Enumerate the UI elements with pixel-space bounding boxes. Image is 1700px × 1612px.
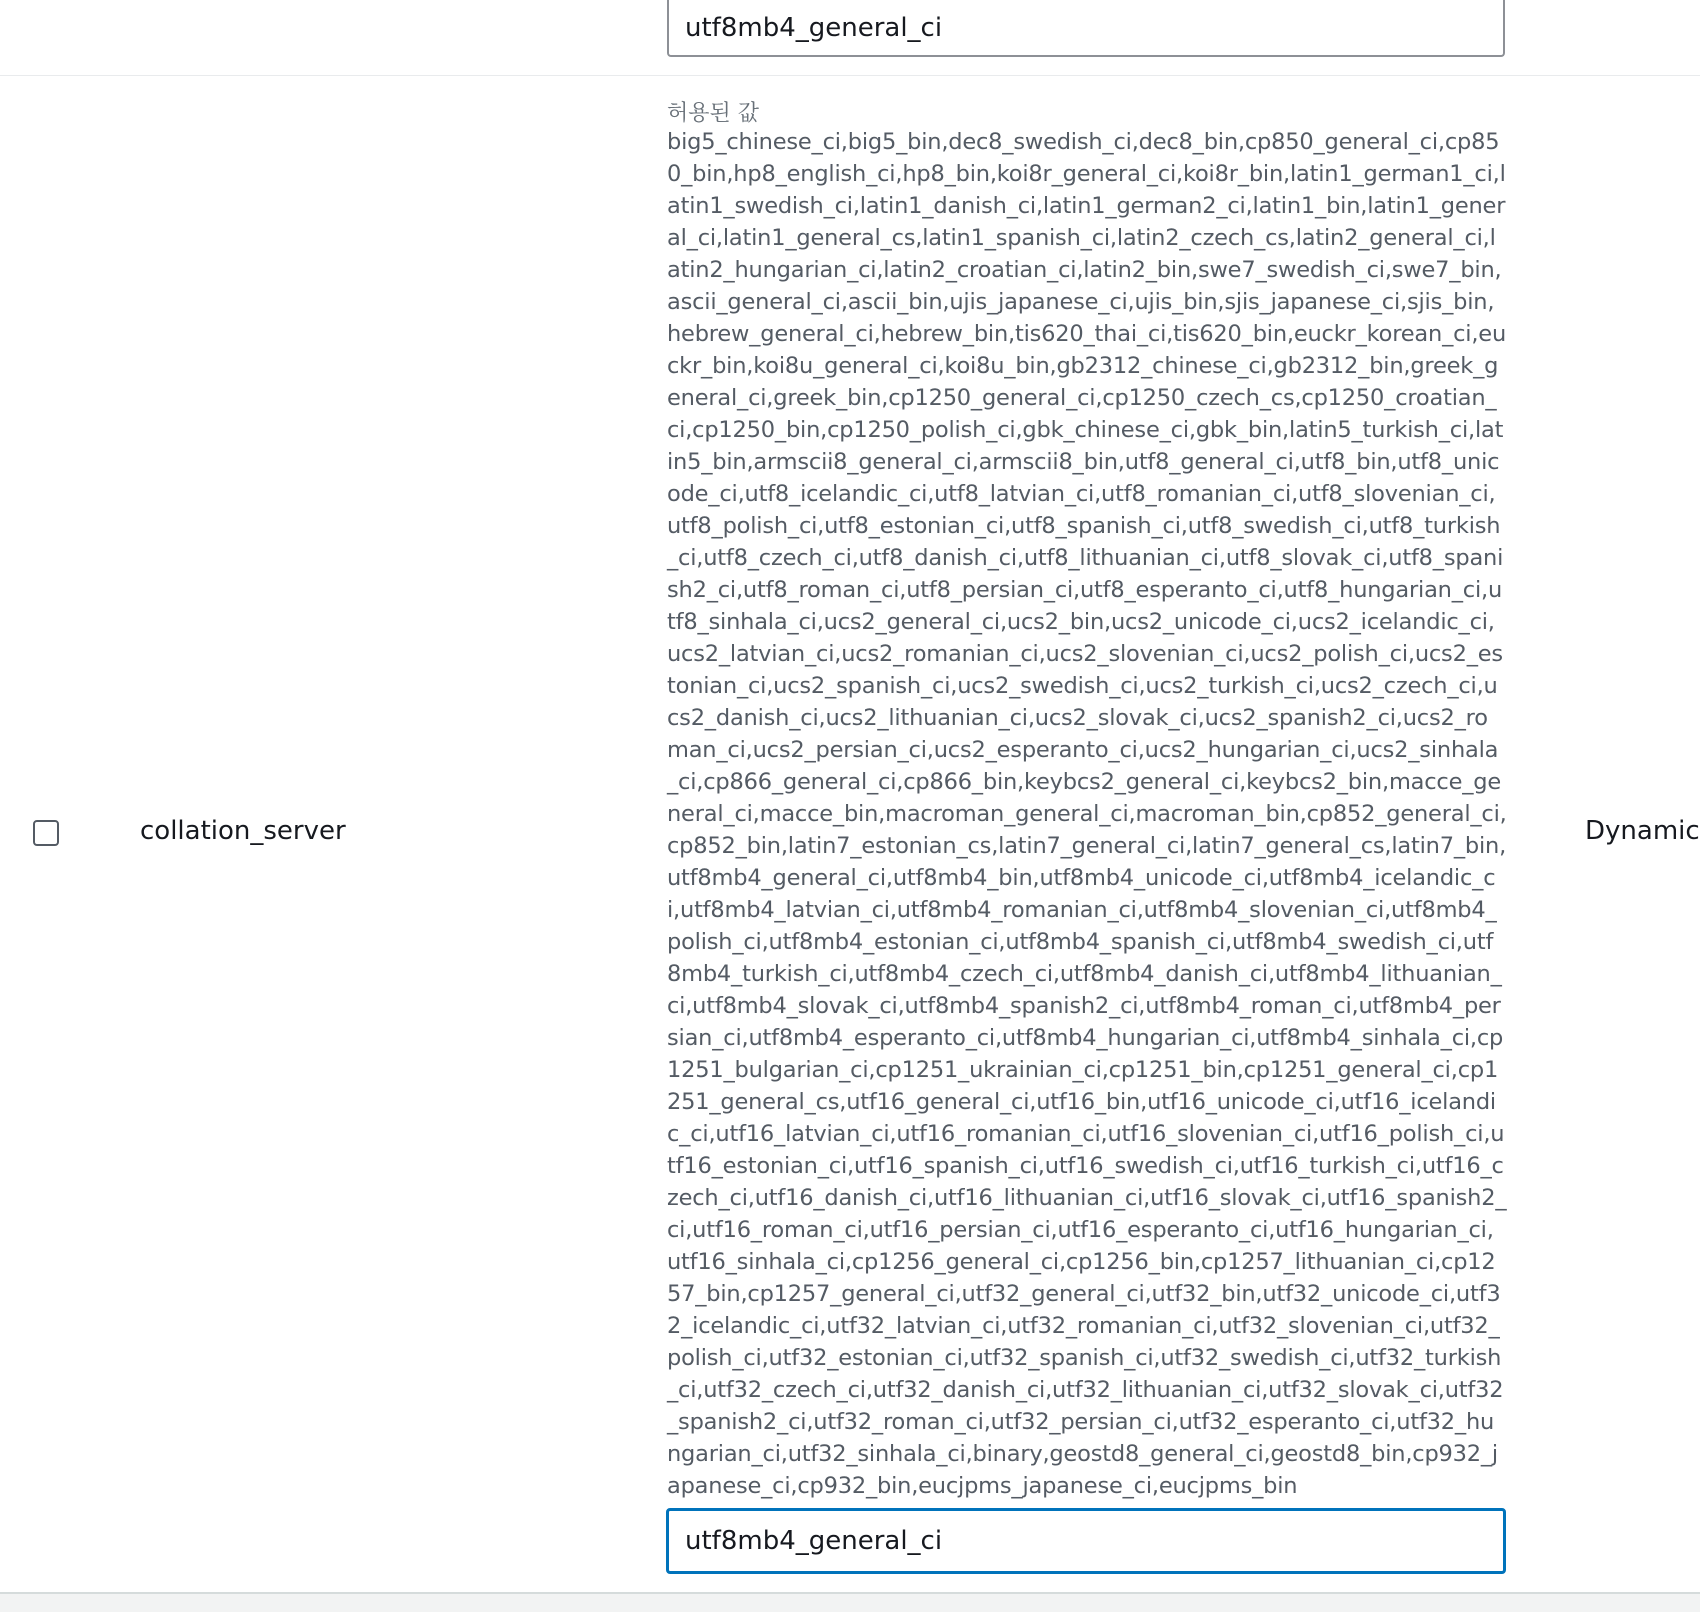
parameter-row-previous bbox=[0, 0, 1700, 76]
allowed-values-label: 허용된 값 bbox=[667, 101, 760, 126]
table-footer-divider bbox=[0, 1592, 1700, 1612]
allowed-values-list: big5_chinese_ci,big5_bin,dec8_swedish_ci,dec8_bin,cp850_general_ci,cp850_bin,hp8_english_ci,hp8_bin,koi8r_general_ci,koi8r_bin,latin1_german1_ci,latin1_swedish_ci,latin1_danish_ci,latin1_german2_ci,latin1_bin,latin1_general_ci,latin1_general_cs,latin1_spanish_ci,latin2_czech_cs,latin2_general_ci,latin2_hungarian_ci,latin2_croatian_ci,latin2_bin,swe7_swedish_ci,swe7_bin,ascii_general_ci,ascii_bin,ujis_japanese_ci,ujis_bin,sjis_japanese_ci,sjis_bin,hebrew_general_ci,hebrew_bin,tis620_thai_ci,tis620_bin,euckr_korean_ci,euckr_bin,koi8u_general_ci,koi8u_bin,gb2312_chinese_ci,gb2312_bin,greek_general_ci,greek_bin,cp1250_general_ci,cp1250_czech_cs,cp1250_croatian_ci,cp1250_bin,cp1250_polish_ci,gbk_chinese_ci,gbk_bin,latin5_turkish_ci,latin5_bin,armscii8_general_ci,armscii8_bin,utf8_general_ci,utf8_bin,utf8_unicode_ci,utf8_icelandic_ci,utf8_latvian_ci,utf8_romanian_ci,utf8_slovenian_ci,utf8_polish_ci,utf8_estonian_ci,utf8_spanish_ci,utf8_swedish_ci,utf8_turkish_ci,utf8_czech_ci,utf8_danish_ci,utf8_lithuanian_ci,utf8_slovak_ci,utf8_spanish2_ci,utf8_roman_ci,utf8_persian_ci,utf8_esperanto_ci,utf8_hungarian_ci,utf8_sinhala_ci,ucs2_general_ci,ucs2_bin,ucs2_unicode_ci,ucs2_icelandic_ci,ucs2_latvian_ci,ucs2_romanian_ci,ucs2_slovenian_ci,ucs2_polish_ci,ucs2_estonian_ci,ucs2_spanish_ci,ucs2_swedish_ci,ucs2_turkish_ci,ucs2_czech_ci,ucs2_danish_ci,ucs2_lithuanian_ci,ucs2_slovak_ci,ucs2_spanish2_ci,ucs2_roman_ci,ucs2_persian_ci,ucs2_esperanto_ci,ucs2_hungarian_ci,ucs2_sinhala_ci,cp866_general_ci,cp866_bin,keybcs2_general_ci,keybcs2_bin,macce_general_ci,macce_bin,macroman_general_ci,macroman_bin,cp852_general_ci,cp852_bin,latin7_estonian_cs,latin7_general_ci,latin7_general_cs,latin7_bin,utf8mb4_general_ci,utf8mb4_bin,utf8mb4_unicode_ci,utf8mb4_icelandic_ci,utf8mb4_latvian_ci,utf8mb4_romanian_ci,utf8mb4_slovenian_ci,utf8mb4_polish_ci,utf8mb4_estonian_ci,utf8mb4_spanish_ci,utf8mb4_swedish_ci,utf8mb4_turkish_ci,utf8mb4_czech_ci,utf8mb4_danish_ci,utf8mb4_lithuanian_ci,utf8mb4_slovak_ci,utf8mb4_spanish2_ci,utf8mb4_roman_ci,utf8mb4_persian_ci,utf8mb4_esperanto_ci,utf8mb4_hungarian_ci,utf8mb4_sinhala_ci,cp1251_bulgarian_ci,cp1251_ukrainian_ci,cp1251_bin,cp1251_general_ci,cp1251_general_cs,utf16_general_ci,utf16_bin,utf16_unicode_ci,utf16_icelandic_ci,utf16_latvian_ci,utf16_romanian_ci,utf16_slovenian_ci,utf16_polish_ci,utf16_estonian_ci,utf16_spanish_ci,utf16_swedish_ci,utf16_turkish_ci,utf16_czech_ci,utf16_danish_ci,utf16_lithuanian_ci,utf16_slovak_ci,utf16_spanish2_ci,utf16_roman_ci,utf16_persian_ci,utf16_esperanto_ci,utf16_hungarian_ci,utf16_sinhala_ci,cp1256_general_ci,cp1256_bin,cp1257_lithuanian_ci,cp1257_bin,cp1257_general_ci,utf32_general_ci,utf32_bin,utf32_unicode_ci,utf32_icelandic_ci,utf32_latvian_ci,utf32_romanian_ci,utf32_slovenian_ci,utf32_polish_ci,utf32_estonian_ci,utf32_spanish_ci,utf32_swedish_ci,utf32_turkish_ci,utf32_czech_ci,utf32_danish_ci,utf32_lithuanian_ci,utf32_slovak_ci,utf32_spanish2_ci,utf32_roman_ci,utf32_persian_ci,utf32_esperanto_ci,utf32_hungarian_ci,utf32_sinhala_ci,binary,geostd8_general_ci,geostd8_bin,cp932_japanese_ci,cp932_bin,eucjpms_japanese_ci,eucjpms_bin bbox=[667, 129, 1507, 1499]
parameter-value-input[interactable] bbox=[667, 0, 1505, 57]
row-select-checkbox[interactable] bbox=[33, 820, 59, 846]
parameter-row-collation-server bbox=[0, 76, 1700, 1592]
parameter-value-input-focused[interactable] bbox=[666, 1508, 1506, 1574]
apply-type: Dynamic bbox=[1585, 816, 1700, 846]
parameter-name: collation_server bbox=[140, 816, 346, 846]
